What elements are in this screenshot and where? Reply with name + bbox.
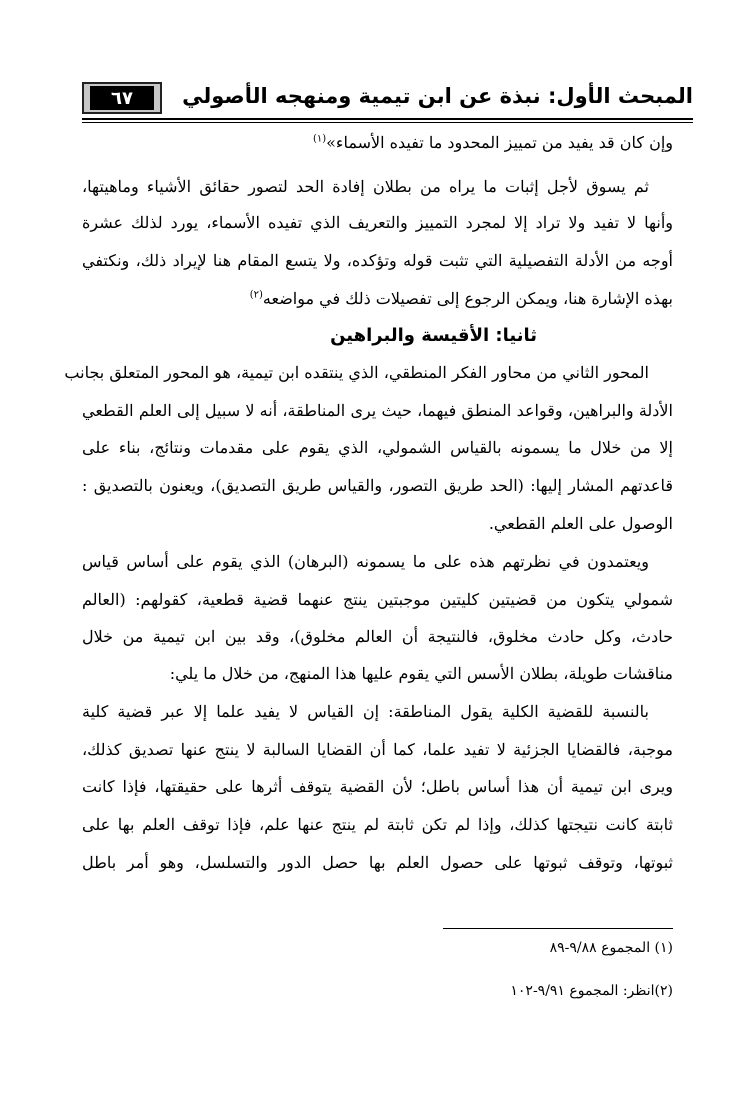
text-line xyxy=(82,289,673,309)
text-line: ثم يسوق لأجل إثبات ما يراه من بطلان إفادة الحد لتصور حقائق الأشياء وماهيتها، xyxy=(82,177,649,196)
running-title: المبحث الأول: نبذة عن ابن تيمية ومنهجه الأصولي xyxy=(182,84,693,108)
footnote: (١) المجموع ٩/٨٨-٨٩ xyxy=(549,940,673,956)
text-line: شمولي يتكون من قضيتين كليتين موجبتين ينتج عنهما قضية قطعية، كقولهم: (العالم xyxy=(82,590,673,609)
page-number: ٦٧ xyxy=(90,86,154,110)
footnote-ref: (١) xyxy=(312,133,327,145)
text-line: بالنسبة للقضية الكلية يقول المناطقة: إن القياس لا يفيد علما إلا عبر قضية كلية xyxy=(82,702,649,721)
text-line: حادث، وكل حادث مخلوق، فالنتيجة أن العالم مخلوق)، وقد بين ابن تيمية من خلال xyxy=(82,627,674,646)
text-line: المحور الثاني من محاور الفكر المنطقي، الذي ينتقده ابن تيمية، هو المحور المتعلق بجانب xyxy=(64,363,649,382)
line-text: بهذه الإشارة هنا، ويمكن الرجوع إلى تفصيلات ذلك في مواضعه xyxy=(262,289,673,308)
text-line xyxy=(82,133,673,153)
text-line: الوصول على العلم القطعي. xyxy=(488,514,673,533)
line-text: وإن كان قد يفيد من تمييز المحدود ما تفيده الأسماء» xyxy=(326,133,673,152)
text-line: مناقشات طويلة، بطلان الأسس التي يقوم عليها هذا المنهج، من خلال ما يلي: xyxy=(169,664,673,683)
text-line: ويرى ابن تيمية أن هذا أساس باطل؛ لأن القضية يتوقف أثرها على حقيقتها، فإذا كانت xyxy=(82,777,673,796)
text-line: ويعتمدون في نظرتهم هذه على ما يسمونه (البرهان) الذي يقوم على أساس قياس xyxy=(82,552,649,571)
page-number-badge xyxy=(82,82,162,114)
footnote-separator xyxy=(443,928,673,929)
text-line: وأنها لا تفيد ولا تراد إلا لمجرد التمييز والتعريف الذي تفيده الأسماء، يورد لذلك عشرة xyxy=(82,213,673,232)
header-rule xyxy=(82,118,693,120)
text-line: ثبوتها، وتوقف ثبوتها على حصول العلم بها حصل الدور والتسلسل، وهو أمر باطل xyxy=(82,853,673,872)
text-line: إلا من خلال ما يسمونه بالقياس الشمولي، الذي يقوم على مقدمات ونتائج، بناء على xyxy=(82,438,673,457)
text-line: قاعدتهم المشار إليها: (الحد طريق التصور، والقياس طريق التصديق)، ويعنون بالتصديق : xyxy=(82,476,674,495)
footnote: (٢)انظر: المجموع ٩/٩١-١٠٢ xyxy=(510,983,673,999)
text-line: موجبة، فالقضايا الجزئية لا تفيد علما، كما أن القضايا السالبة لا ينتج عنها تصديق كذلك، xyxy=(82,740,673,759)
text-line: الأدلة والبراهين، وقواعد المنطق فيهما، حيث يرى المناطقة، أنه لا سبيل إلى العلم القطعي xyxy=(82,401,673,420)
section-heading: ثانيا: الأقيسة والبراهين xyxy=(330,325,537,346)
footnote-ref: (٢) xyxy=(249,289,263,301)
text-line: أوجه من الأدلة التفصيلية التي تثبت قوله وتؤكده، ولا يتسع المقام هنا لإيراد ذلك، ونكتفي xyxy=(82,251,673,270)
text-line: ثابتة كانت نتيجتها كذلك، وإذا لم تكن ثابتة لم ينتج عنها علم، فإذا توقف العلم بها على xyxy=(82,815,673,834)
page-header xyxy=(82,82,693,118)
header-rule-thin xyxy=(82,122,693,123)
